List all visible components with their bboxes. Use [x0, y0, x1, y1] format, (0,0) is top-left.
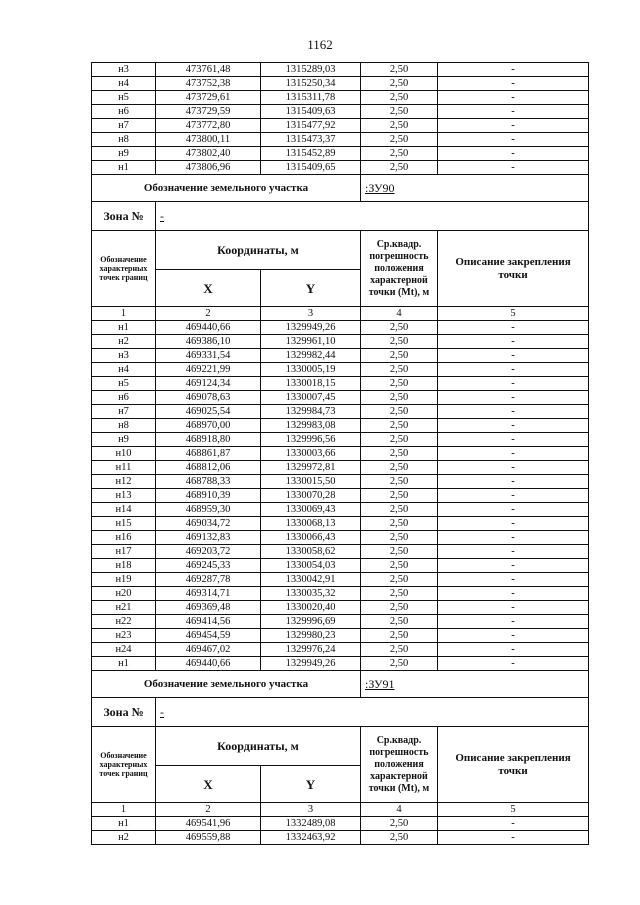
point-id-cell: н5	[92, 377, 156, 391]
table-row	[92, 461, 589, 475]
x-coordinate-cell: 469454,59	[156, 629, 261, 643]
description-cell: -	[438, 363, 589, 377]
x-coordinate-cell: 469414,56	[156, 615, 261, 629]
y-coordinate-cell: 1330042,91	[261, 573, 361, 587]
table-row	[92, 615, 589, 629]
x-coordinate-cell: 469221,99	[156, 363, 261, 377]
table-row	[92, 419, 589, 433]
x-coordinate-cell: 469369,48	[156, 601, 261, 615]
accuracy-cell: 2,50	[361, 475, 438, 489]
x-coordinate-cell: 469025,54	[156, 405, 261, 419]
parcel-designation: :ЗУ91	[361, 671, 589, 698]
y-coordinate-cell: 1330054,03	[261, 559, 361, 573]
y-coordinate-cell: 1330069,43	[261, 503, 361, 517]
accuracy-cell: 2,50	[361, 391, 438, 405]
coordinates-header: Координаты, м	[156, 727, 361, 766]
x-coordinate-cell: 468970,00	[156, 419, 261, 433]
table-row	[92, 119, 589, 133]
table-row	[92, 517, 589, 531]
table-row	[92, 545, 589, 559]
description-cell: -	[438, 447, 589, 461]
table-row	[92, 643, 589, 657]
accuracy-cell: 2,50	[361, 615, 438, 629]
x-coordinate-cell: 469245,33	[156, 559, 261, 573]
point-id-cell: н8	[92, 419, 156, 433]
accuracy-cell: 2,50	[361, 503, 438, 517]
point-id-cell: н15	[92, 517, 156, 531]
description-cell: -	[438, 133, 589, 147]
accuracy-cell: 2,50	[361, 447, 438, 461]
y-coordinate-cell: 1332463,92	[261, 831, 361, 845]
table-row	[92, 433, 589, 447]
table-row	[92, 629, 589, 643]
y-coordinate-cell: 1330020,40	[261, 601, 361, 615]
description-cell: -	[438, 657, 589, 671]
x-coordinate-cell: 469467,02	[156, 643, 261, 657]
description-cell: -	[438, 161, 589, 175]
zone-value: -	[156, 698, 589, 727]
y-coordinate-cell: 1315452,89	[261, 147, 361, 161]
x-coordinate-cell: 473761,48	[156, 63, 261, 77]
x-coordinate-cell: 469386,10	[156, 335, 261, 349]
accuracy-cell: 2,50	[361, 119, 438, 133]
y-coordinate-cell: 1329982,44	[261, 349, 361, 363]
y-coordinate-cell: 1315473,37	[261, 133, 361, 147]
y-coordinate-cell: 1330003,66	[261, 447, 361, 461]
parcel-row	[92, 671, 589, 698]
x-coordinate-cell: 468788,33	[156, 475, 261, 489]
description-cell: -	[438, 559, 589, 573]
description-cell: -	[438, 531, 589, 545]
point-id-cell: н17	[92, 545, 156, 559]
description-cell: -	[438, 489, 589, 503]
table-row	[92, 105, 589, 119]
description-cell: -	[438, 503, 589, 517]
accuracy-header: Ср.квадр. погрешность положения характерной точки (Mt), м	[361, 231, 438, 307]
boundary-points-table	[91, 62, 589, 845]
parcel-row	[92, 175, 589, 202]
description-cell: -	[438, 335, 589, 349]
table-row	[92, 559, 589, 573]
point-id-cell: н4	[92, 77, 156, 91]
accuracy-cell: 2,50	[361, 587, 438, 601]
y-coordinate-cell: 1315311,78	[261, 91, 361, 105]
description-cell: -	[438, 321, 589, 335]
point-id-cell: н18	[92, 559, 156, 573]
accuracy-cell: 2,50	[361, 91, 438, 105]
table-row	[92, 363, 589, 377]
y-coordinate-cell: 1329980,23	[261, 629, 361, 643]
description-cell: -	[438, 517, 589, 531]
accuracy-header: Ср.квадр. погрешность положения характерной точки (Mt), м	[361, 727, 438, 803]
accuracy-cell: 2,50	[361, 377, 438, 391]
table-row	[92, 657, 589, 671]
accuracy-cell: 2,50	[361, 573, 438, 587]
column-number: 3	[261, 803, 361, 817]
zone-value: -	[156, 202, 589, 231]
y-coordinate-cell: 1329996,69	[261, 615, 361, 629]
description-cell: -	[438, 419, 589, 433]
description-cell: -	[438, 475, 589, 489]
x-coordinate-cell: 473800,11	[156, 133, 261, 147]
zone-row	[92, 698, 589, 727]
description-cell: -	[438, 433, 589, 447]
accuracy-cell: 2,50	[361, 419, 438, 433]
accuracy-cell: 2,50	[361, 147, 438, 161]
table-row	[92, 349, 589, 363]
accuracy-cell: 2,50	[361, 531, 438, 545]
x-coordinate-cell: 469440,66	[156, 321, 261, 335]
column-number: 4	[361, 803, 438, 817]
accuracy-cell: 2,50	[361, 545, 438, 559]
point-id-cell: н13	[92, 489, 156, 503]
table-row	[92, 63, 589, 77]
x-coordinate-cell: 469124,34	[156, 377, 261, 391]
y-coordinate-cell: 1332489,08	[261, 817, 361, 831]
accuracy-cell: 2,50	[361, 349, 438, 363]
description-cell: -	[438, 601, 589, 615]
description-cell: -	[438, 147, 589, 161]
x-coordinate-cell: 469314,71	[156, 587, 261, 601]
column-number: 5	[438, 803, 589, 817]
description-cell: -	[438, 545, 589, 559]
table-row	[92, 133, 589, 147]
table-row	[92, 77, 589, 91]
x-header: X	[156, 766, 261, 803]
accuracy-cell: 2,50	[361, 629, 438, 643]
description-cell: -	[438, 349, 589, 363]
x-coordinate-cell: 469541,96	[156, 817, 261, 831]
point-id-cell: н6	[92, 105, 156, 119]
x-coordinate-cell: 473752,38	[156, 77, 261, 91]
description-cell: -	[438, 615, 589, 629]
parcel-label: Обозначение земельного участка	[92, 671, 361, 698]
point-id-cell: н3	[92, 349, 156, 363]
designation-header: Обозначение характерных точек границ	[92, 231, 156, 307]
point-id-cell: н7	[92, 119, 156, 133]
y-coordinate-cell: 1330066,43	[261, 531, 361, 545]
y-coordinate-cell: 1330007,45	[261, 391, 361, 405]
accuracy-cell: 2,50	[361, 643, 438, 657]
description-cell: -	[438, 629, 589, 643]
header-row	[92, 727, 589, 766]
point-id-cell: н11	[92, 461, 156, 475]
parcel-label: Обозначение земельного участка	[92, 175, 361, 202]
page-number: 1162	[307, 37, 333, 52]
description-cell: -	[438, 377, 589, 391]
coordinates-header: Координаты, м	[156, 231, 361, 270]
point-id-cell: н16	[92, 531, 156, 545]
table-row	[92, 831, 589, 845]
table-row	[92, 503, 589, 517]
table-row	[92, 377, 589, 391]
description-cell: -	[438, 391, 589, 405]
x-coordinate-cell: 469287,78	[156, 573, 261, 587]
point-id-cell: н23	[92, 629, 156, 643]
x-coordinate-cell: 473802,40	[156, 147, 261, 161]
column-number: 3	[261, 307, 361, 321]
accuracy-cell: 2,50	[361, 105, 438, 119]
table-row	[92, 489, 589, 503]
x-coordinate-cell: 468918,80	[156, 433, 261, 447]
x-coordinate-cell: 468861,87	[156, 447, 261, 461]
table-row	[92, 531, 589, 545]
accuracy-cell: 2,50	[361, 363, 438, 377]
y-coordinate-cell: 1315250,34	[261, 77, 361, 91]
y-coordinate-cell: 1329961,10	[261, 335, 361, 349]
y-coordinate-cell: 1330058,62	[261, 545, 361, 559]
y-coordinate-cell: 1315409,65	[261, 161, 361, 175]
y-coordinate-cell: 1329996,56	[261, 433, 361, 447]
point-id-cell: н2	[92, 335, 156, 349]
y-coordinate-cell: 1315289,03	[261, 63, 361, 77]
point-id-cell: н5	[92, 91, 156, 105]
point-id-cell: н24	[92, 643, 156, 657]
table-row	[92, 161, 589, 175]
table-row	[92, 147, 589, 161]
point-id-cell: н3	[92, 63, 156, 77]
accuracy-cell: 2,50	[361, 433, 438, 447]
point-id-cell: н9	[92, 433, 156, 447]
description-cell: -	[438, 831, 589, 845]
point-id-cell: н8	[92, 133, 156, 147]
column-number: 2	[156, 803, 261, 817]
x-coordinate-cell: 469559,88	[156, 831, 261, 845]
description-cell: -	[438, 587, 589, 601]
accuracy-cell: 2,50	[361, 559, 438, 573]
x-coordinate-cell: 468812,06	[156, 461, 261, 475]
y-coordinate-cell: 1329984,73	[261, 405, 361, 419]
accuracy-cell: 2,50	[361, 63, 438, 77]
x-coordinate-cell: 469331,54	[156, 349, 261, 363]
y-coordinate-cell: 1329976,24	[261, 643, 361, 657]
point-id-cell: н4	[92, 363, 156, 377]
point-id-cell: н9	[92, 147, 156, 161]
description-cell: -	[438, 105, 589, 119]
x-coordinate-cell: 469132,83	[156, 531, 261, 545]
parcel-designation: :ЗУ90	[361, 175, 589, 202]
point-id-cell: н6	[92, 391, 156, 405]
accuracy-cell: 2,50	[361, 817, 438, 831]
point-id-cell: н12	[92, 475, 156, 489]
table-row	[92, 601, 589, 615]
table-row	[92, 475, 589, 489]
column-number: 2	[156, 307, 261, 321]
description-cell: -	[438, 405, 589, 419]
x-coordinate-cell: 469078,63	[156, 391, 261, 405]
column-number: 1	[92, 803, 156, 817]
point-id-cell: н14	[92, 503, 156, 517]
y-coordinate-cell: 1329983,08	[261, 419, 361, 433]
accuracy-cell: 2,50	[361, 335, 438, 349]
accuracy-cell: 2,50	[361, 601, 438, 615]
x-coordinate-cell: 469034,72	[156, 517, 261, 531]
designation-header: Обозначение характерных точек границ	[92, 727, 156, 803]
zone-label: Зона №	[92, 698, 156, 727]
accuracy-cell: 2,50	[361, 321, 438, 335]
column-number: 4	[361, 307, 438, 321]
x-coordinate-cell: 473729,59	[156, 105, 261, 119]
y-coordinate-cell: 1329972,81	[261, 461, 361, 475]
zone-row	[92, 202, 589, 231]
table-row	[92, 321, 589, 335]
y-coordinate-cell: 1330015,50	[261, 475, 361, 489]
x-coordinate-cell: 473806,96	[156, 161, 261, 175]
table-row	[92, 391, 589, 405]
description-header: Описание закрепления точки	[438, 231, 589, 307]
accuracy-cell: 2,50	[361, 831, 438, 845]
description-cell: -	[438, 91, 589, 105]
accuracy-cell: 2,50	[361, 517, 438, 531]
x-coordinate-cell: 469203,72	[156, 545, 261, 559]
description-cell: -	[438, 77, 589, 91]
column-number-row	[92, 307, 589, 321]
y-coordinate-cell: 1330070,28	[261, 489, 361, 503]
y-header: Y	[261, 270, 361, 307]
point-id-cell: н1	[92, 657, 156, 671]
x-coordinate-cell: 469440,66	[156, 657, 261, 671]
y-header: Y	[261, 766, 361, 803]
accuracy-cell: 2,50	[361, 489, 438, 503]
accuracy-cell: 2,50	[361, 77, 438, 91]
x-coordinate-cell: 473772,80	[156, 119, 261, 133]
point-id-cell: н19	[92, 573, 156, 587]
point-id-cell: н20	[92, 587, 156, 601]
point-id-cell: н21	[92, 601, 156, 615]
y-coordinate-cell: 1315409,63	[261, 105, 361, 119]
x-header: X	[156, 270, 261, 307]
table-row	[92, 405, 589, 419]
description-header: Описание закрепления точки	[438, 727, 589, 803]
point-id-cell: н1	[92, 817, 156, 831]
accuracy-cell: 2,50	[361, 161, 438, 175]
accuracy-cell: 2,50	[361, 461, 438, 475]
description-cell: -	[438, 817, 589, 831]
point-id-cell: н1	[92, 161, 156, 175]
y-coordinate-cell: 1330018,15	[261, 377, 361, 391]
y-coordinate-cell: 1330068,13	[261, 517, 361, 531]
table-row	[92, 335, 589, 349]
accuracy-cell: 2,50	[361, 657, 438, 671]
description-cell: -	[438, 643, 589, 657]
description-cell: -	[438, 573, 589, 587]
point-id-cell: н2	[92, 831, 156, 845]
column-number-row	[92, 803, 589, 817]
y-coordinate-cell: 1330035,32	[261, 587, 361, 601]
accuracy-cell: 2,50	[361, 133, 438, 147]
x-coordinate-cell: 468910,39	[156, 489, 261, 503]
y-coordinate-cell: 1329949,26	[261, 657, 361, 671]
table-row	[92, 447, 589, 461]
x-coordinate-cell: 468959,30	[156, 503, 261, 517]
description-cell: -	[438, 119, 589, 133]
point-id-cell: н22	[92, 615, 156, 629]
point-id-cell: н10	[92, 447, 156, 461]
table-row	[92, 91, 589, 105]
description-cell: -	[438, 63, 589, 77]
table-row	[92, 817, 589, 831]
description-cell: -	[438, 461, 589, 475]
table-row	[92, 573, 589, 587]
table-row	[92, 587, 589, 601]
zone-label: Зона №	[92, 202, 156, 231]
point-id-cell: н7	[92, 405, 156, 419]
column-number: 1	[92, 307, 156, 321]
accuracy-cell: 2,50	[361, 405, 438, 419]
column-number: 5	[438, 307, 589, 321]
y-coordinate-cell: 1315477,92	[261, 119, 361, 133]
y-coordinate-cell: 1329949,26	[261, 321, 361, 335]
table-body	[92, 63, 589, 845]
y-coordinate-cell: 1330005,19	[261, 363, 361, 377]
point-id-cell: н1	[92, 321, 156, 335]
x-coordinate-cell: 473729,61	[156, 91, 261, 105]
header-row	[92, 231, 589, 270]
